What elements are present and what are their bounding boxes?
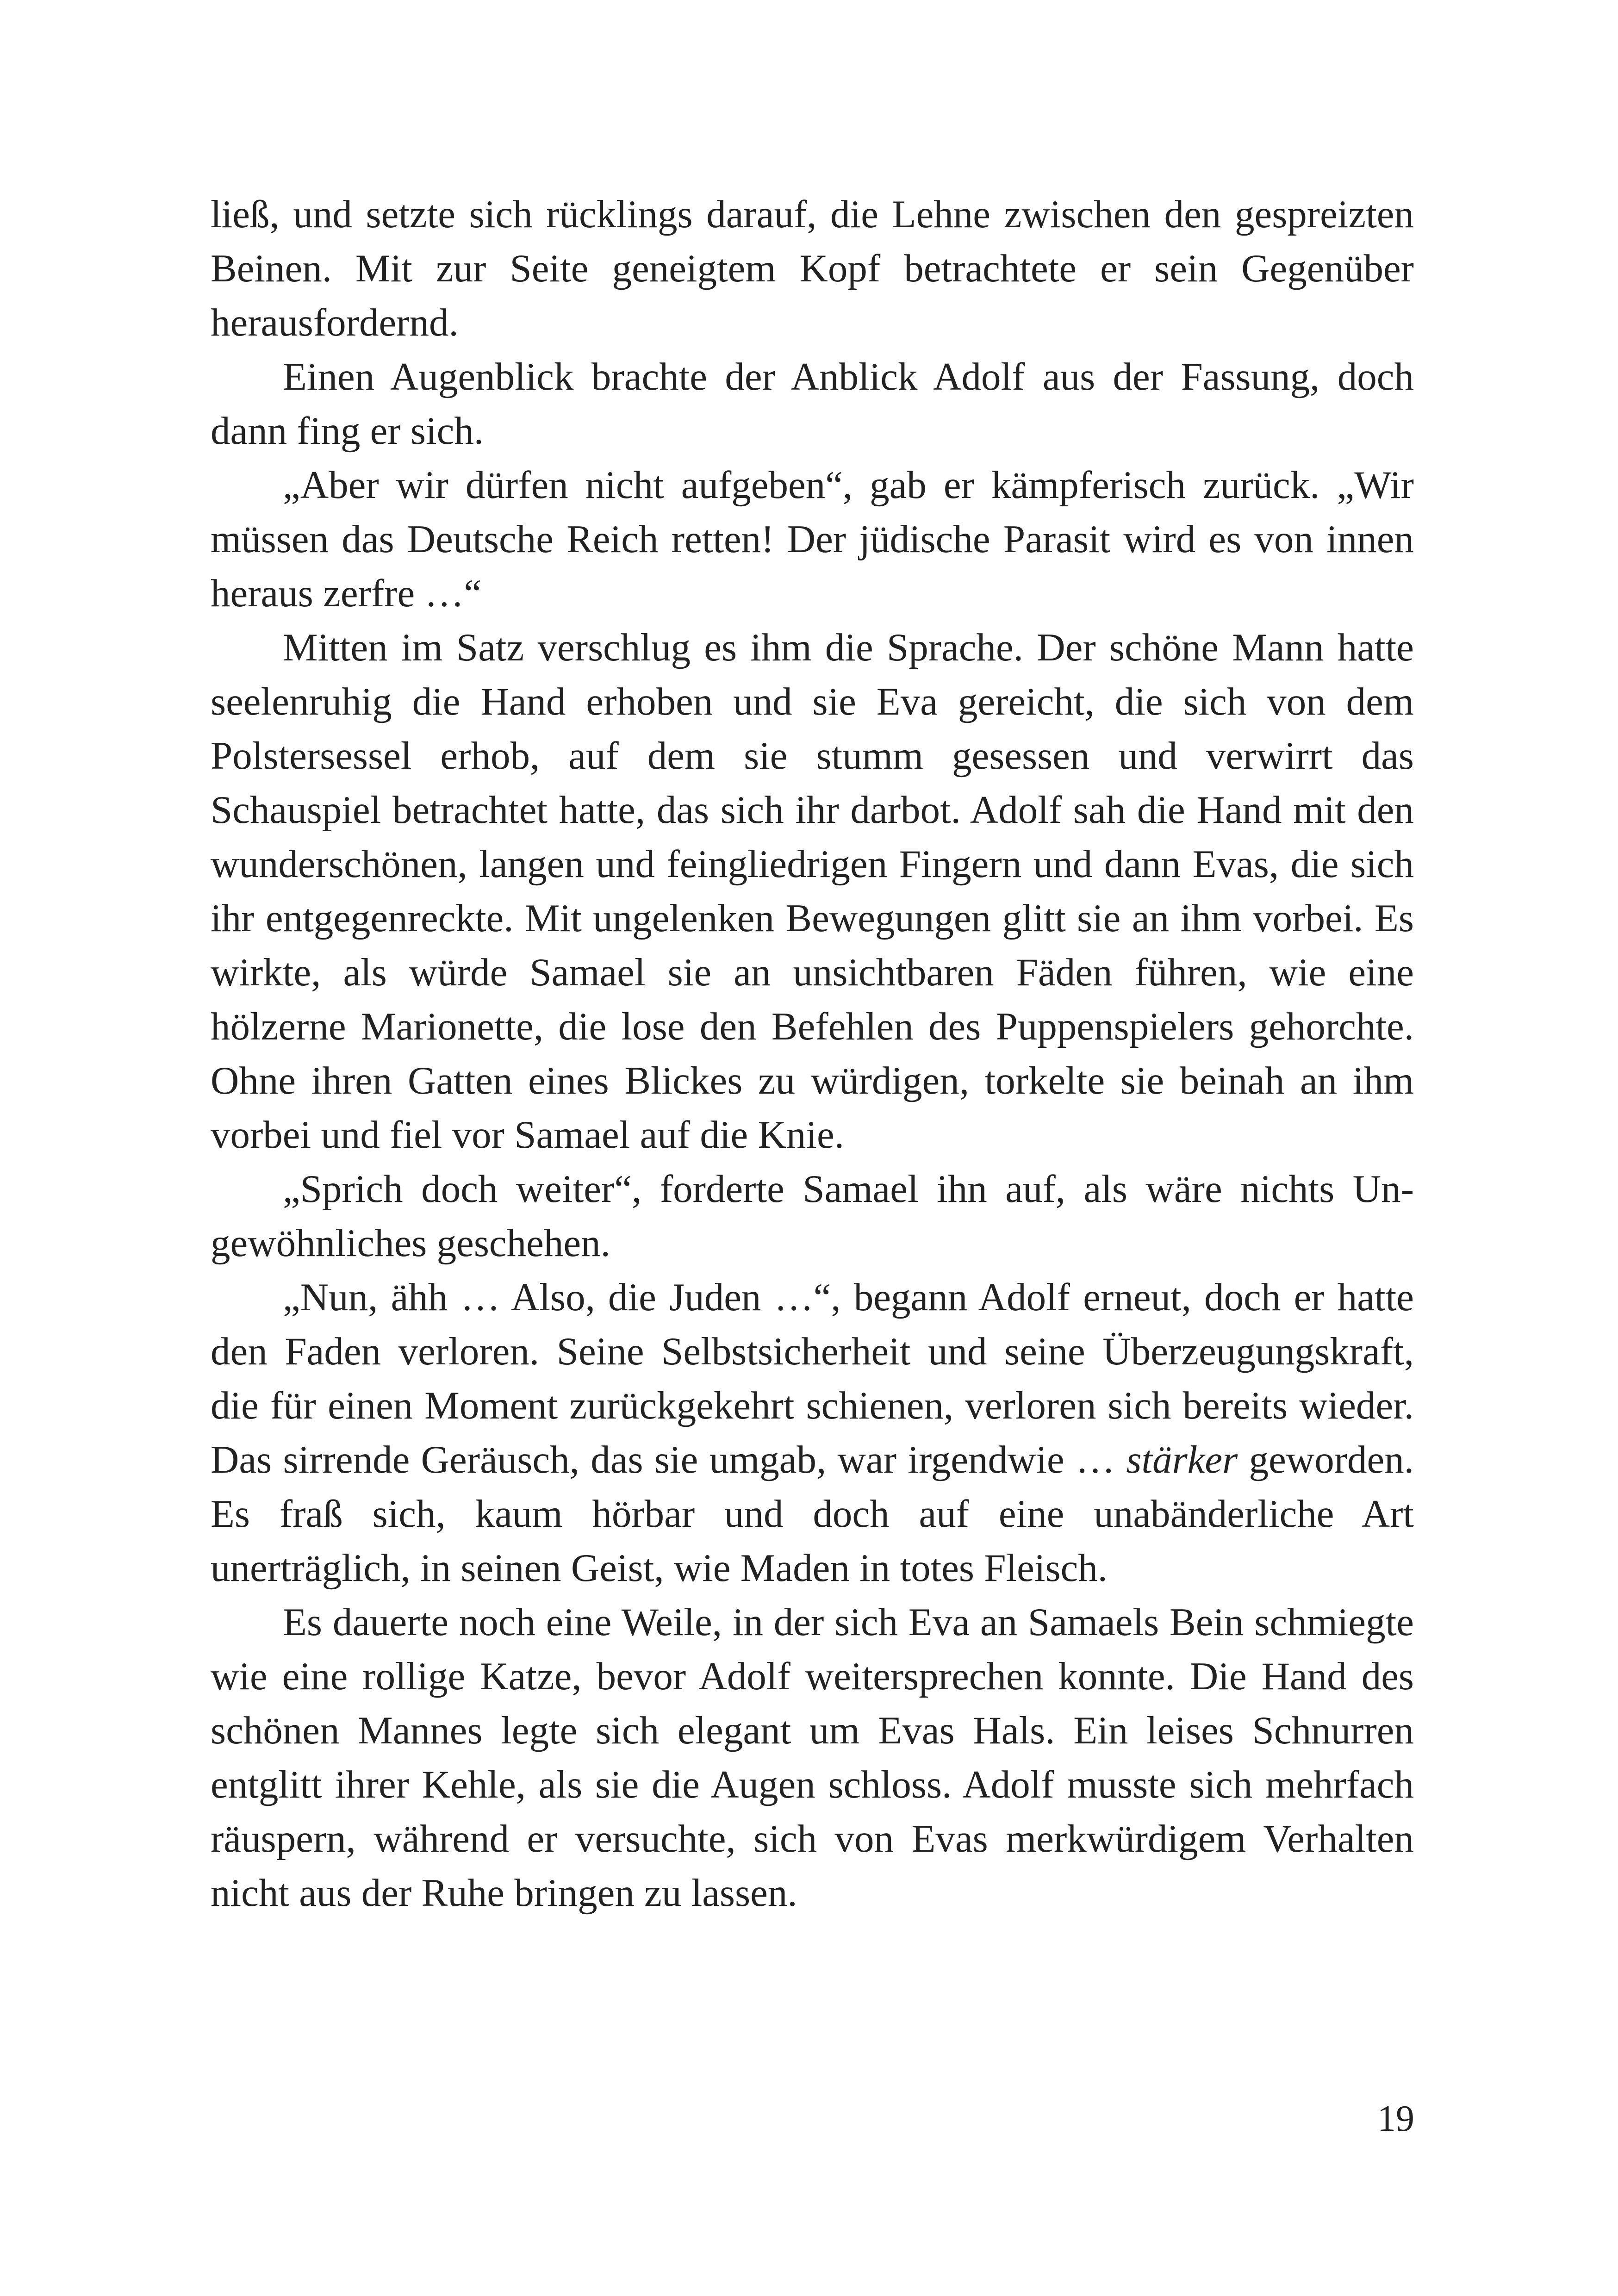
paragraph-5 — [211, 1162, 1414, 1270]
paragraph-2-text: Einen Augenblick brachte der Anblick Adolf aus der Fassung, doch dann fing er sich. — [211, 355, 1414, 453]
page-number: 19 — [1377, 2098, 1414, 2139]
paragraph-7 — [211, 1595, 1414, 1920]
paragraph-1 — [211, 187, 1414, 350]
paragraph-6-text-b: geworden. Es fraß sich, kaum hörbar und doch auf eine unabänderliche Art unerträglich, in seinen Geist, wie Maden in totes Fleisch. — [211, 1438, 1414, 1590]
paragraph-6 — [211, 1270, 1414, 1595]
paragraph-6-emphasis: stärker — [1126, 1438, 1238, 1481]
paragraph-2 — [211, 350, 1414, 458]
paragraph-3 — [211, 458, 1414, 621]
paragraph-7-text: Es dauerte noch eine Weile, in der sich Eva an Samaels Bein schmiegte wie eine rollige Katze, bevor Adolf weitersprechen konnte. Die Hand des schönen Mannes legte sich elegant um Evas Hals. Ein leises Schnurren entglitt ihrer Kehle, als sie die Augen schloss. Adolf musste sich mehrfach räuspern, während er versuchte, sich von Evas merkwürdigem Verhalten nicht aus der Ruhe bringen zu lassen. — [211, 1600, 1414, 1915]
paragraph-6-text-a: „Nun, ähh … Also, die Juden …“, begann Adolf erneut, doch er hatte den Faden verloren. Seine Selbstsicherheit und seine Überzeugungskraft, die für einen Moment zurückgekehrt schienen, verloren sich bereits wieder. Das sirrende Geräusch, das sie umgab, war irgendwie … — [211, 1276, 1414, 1481]
paragraph-1-text: ließ, und setzte sich rücklings darauf, die Lehne zwischen den gespreizten Beinen. Mit zur Seite geneigtem Kopf betrachtete er sein Gegenüber herausfordernd. — [211, 193, 1414, 344]
paragraph-5-text: „Sprich doch weiter“, forderte Samael ihn auf, als wäre nichts Ungewöhnliches geschehen. — [211, 1167, 1414, 1265]
paragraph-4-text: Mitten im Satz verschlug es ihm die Sprache. Der schöne Mann hatte seelenruhig die Hand erhoben und sie Eva gereicht, die sich von dem Polstersessel erhob, auf dem sie stumm gesessen und verwirrt das Schauspiel betrachtet hatte, das sich ihr darbot. Adolf sah die Hand mit den wunderschönen, langen und feingliedrigen Fingern und dann Evas, die sich ihr entgegenreckte. Mit ungelenken Bewegungen glitt sie an ihm vorbei. Es wirkte, als würde Samael sie an unsichtbaren Fäden führen, wie eine hölzerne Marionette, die lose den Befehlen des Puppenspielers gehorchte. Ohne ihren Gatten eines Blickes zu würdigen, torkelte sie beinah an ihm vorbei und fiel vor Samael auf die Knie. — [211, 626, 1414, 1157]
body-text — [211, 187, 1414, 1920]
paragraph-3-text: „Aber wir dürfen nicht aufgeben“, gab er kämpferisch zurück. „Wir müssen das Deutsche Reich retten! Der jüdische Parasit wird es von innen heraus zerfre …“ — [211, 463, 1414, 615]
paragraph-4 — [211, 621, 1414, 1162]
